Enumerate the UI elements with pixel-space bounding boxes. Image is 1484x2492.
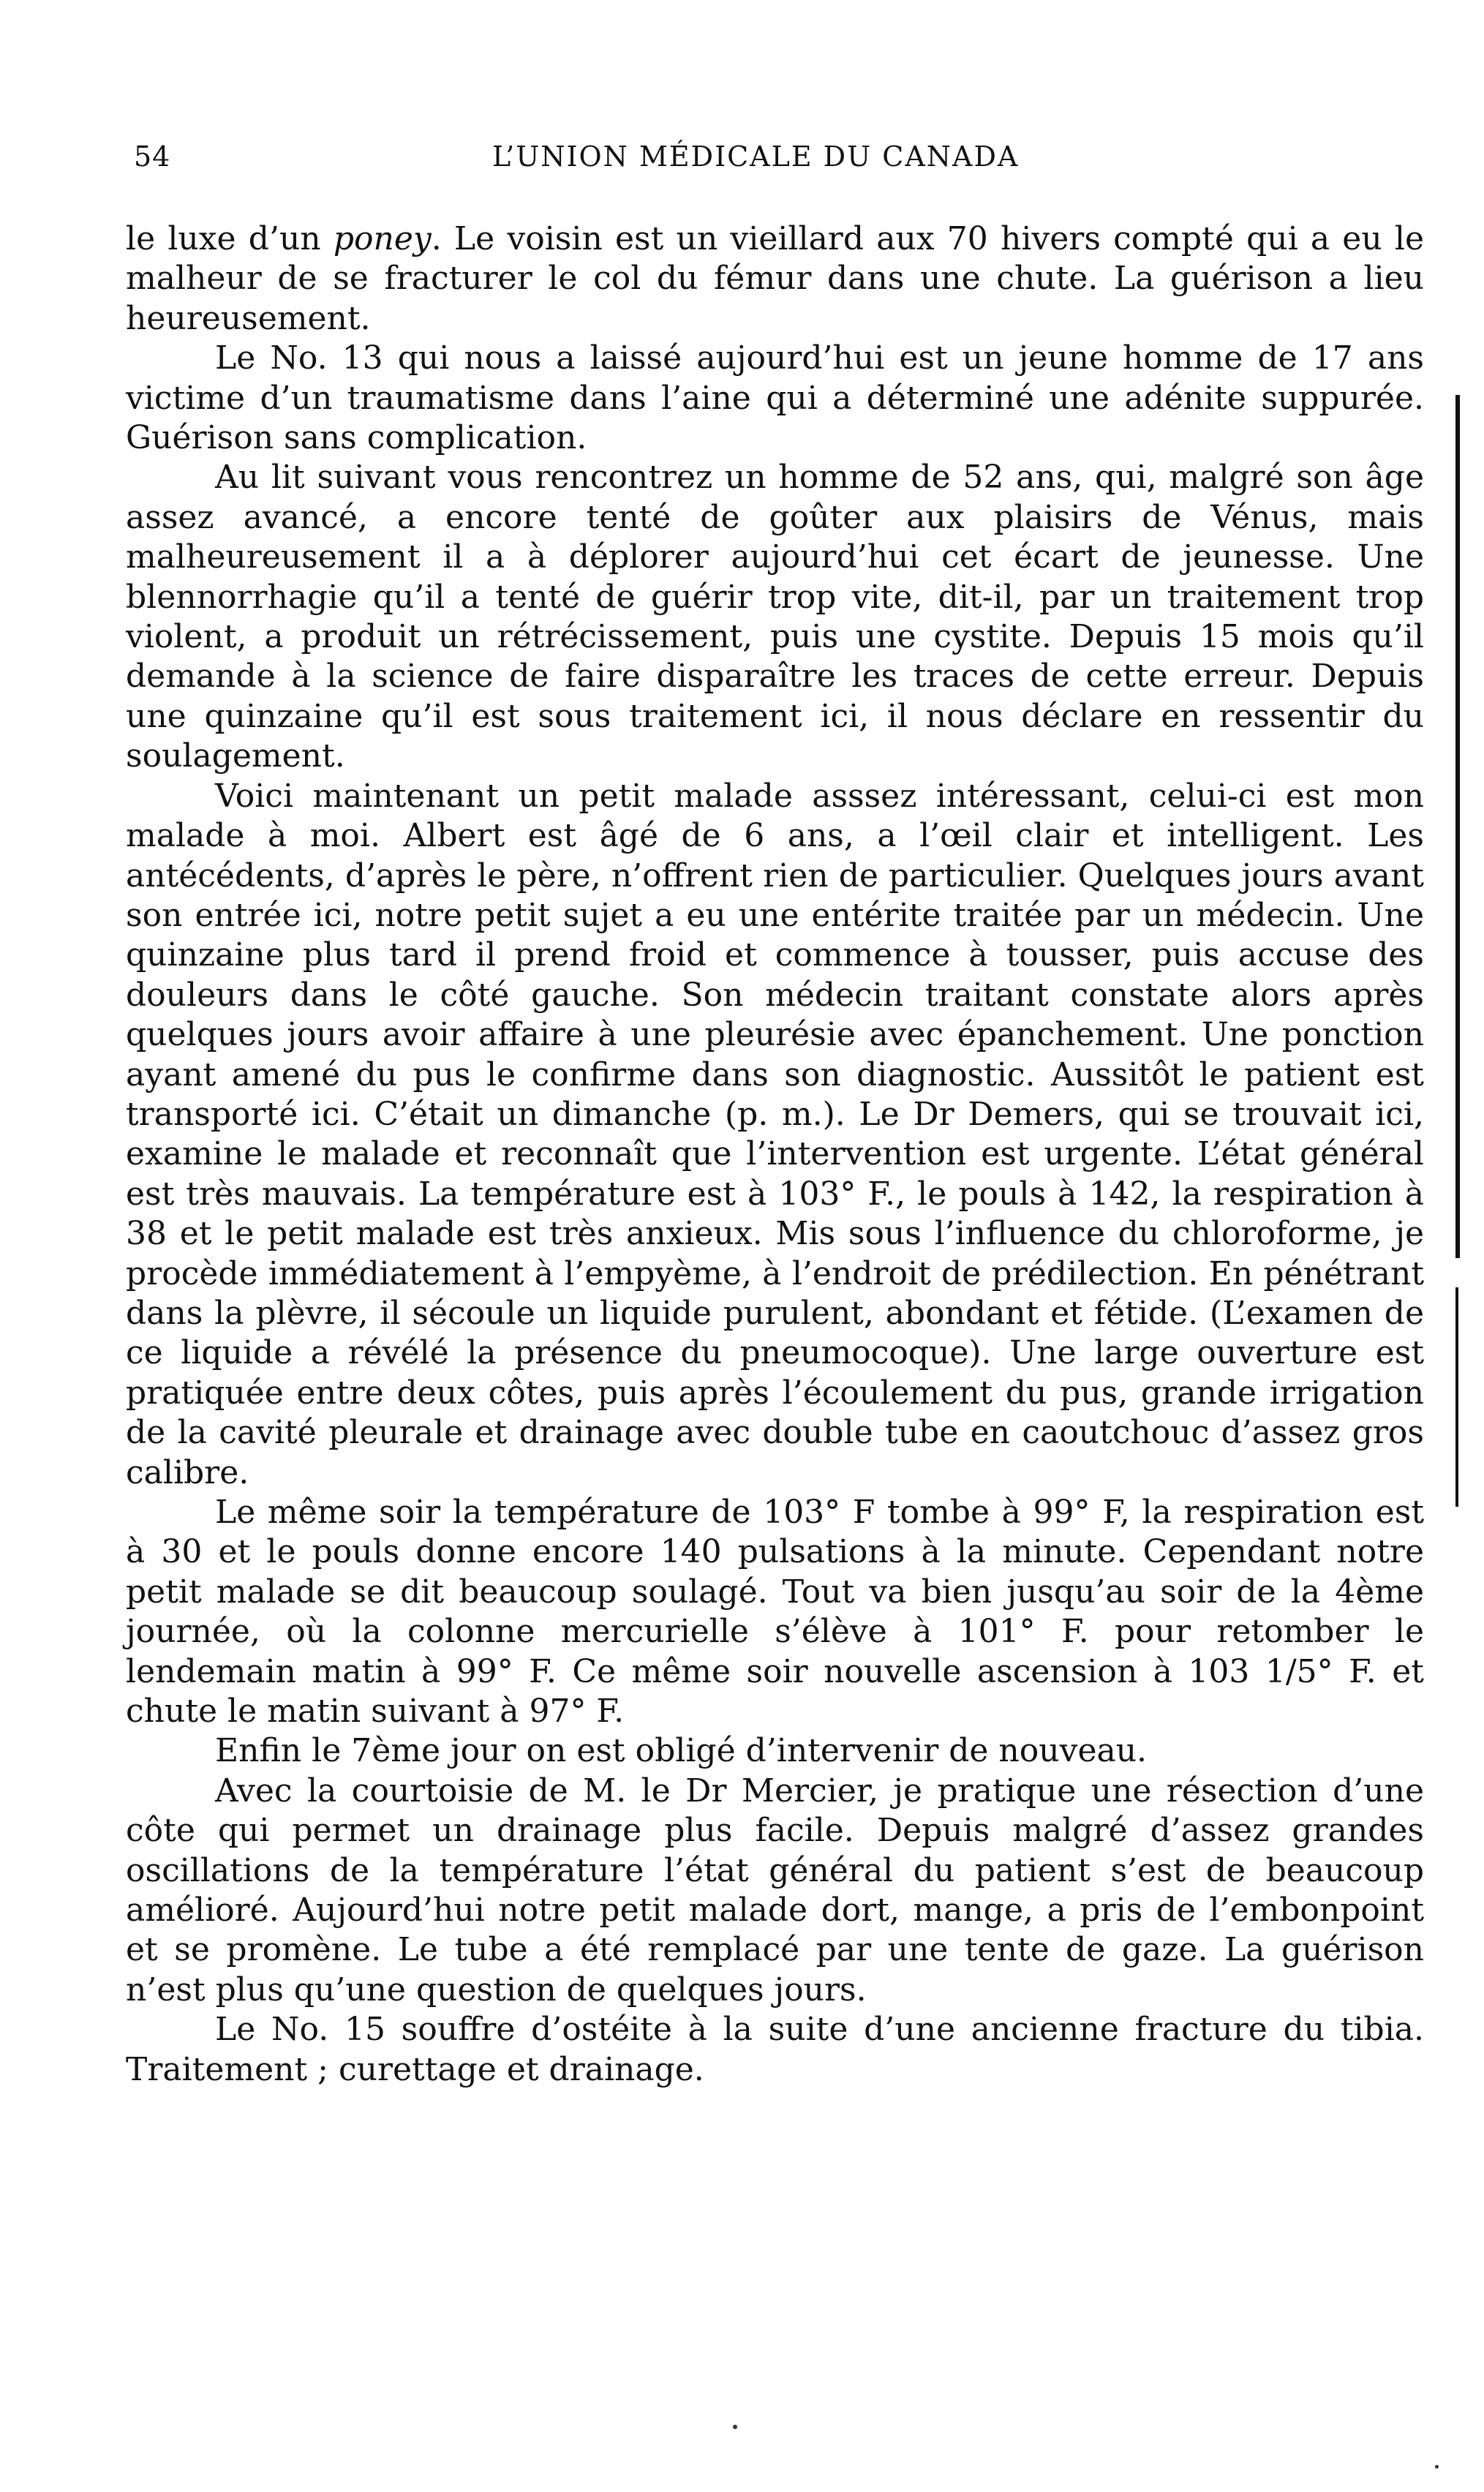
paragraph-2: Le No. 13 qui nous a laissé aujourd’hui est un jeune homme de 17 ans victime d’un traumatisme dans l’aine qui a déterminé une adénite suppurée. Guérison sans complication.	[126, 339, 1424, 457]
body-text	[126, 219, 1424, 2090]
paragraph-3: Au lit suivant vous rencontrez un homme de 52 ans, qui, malgré son âge assez avancé, a encore tenté de goûter aux plaisirs de Vénus, mais malheureusement il a à déplorer aujourd’hui cet écart de jeunesse. Une blennorrhagie qu’il a tenté de guérir trop vite, dit-il, par un traitement trop violent, a produit un rétrécissement, puis une cystite. Depuis 15 mois qu’il demande à la science de faire disparaître les traces de cette erreur. Depuis une quinzaine qu’il est sous traitement ici, il nous déclare en ressentir du soulagement.	[126, 459, 1424, 775]
paragraph-4: Voici maintenant un petit malade asssez intéressant, celui-ci est mon malade à moi. Albert est âgé de 6 ans, a l’œil clair et intelligent. Les antécédents, d’après le père, n’offrent rien de particulier. Quelques jours avant son entrée ici, notre petit sujet a eu une entérite traitée par un médecin. Une quinzaine plus tard il prend froid et commence à tousser, puis accuse des douleurs dans le côté gauche. Son médecin traitant constate alors après quelques jours avoir affaire à une pleurésie avec épanchement. Une ponction ayant amené du pus le confirme dans son diagnostic. Aussitôt le patient est transporté ici. C’était un dimanche (p. m.). Le Dr Demers, qui se trouvait ici, examine le malade et reconnaît que l’intervention est urgente. L’état général est très mauvais. La température est à 103° F., le pouls à 142, la respiration à 38 et le petit malade est très anxieux. Mis sous l’influence du chloroforme, je procède immédiatement à l’empyème, à l’endroit de prédilection. En pénétrant dans la plèvre, il sécoule un liquide purulent, abondant et fétide. (L’examen de ce liquide a révélé la présence du pneumocoque). Une large ouverture est pratiquée entre deux côtes, puis après l’écoulement du pus, grande irrigation de la cavité pleurale et drainage avec double tube en caoutchouc d’assez gros calibre.	[126, 777, 1424, 1491]
page-number: 54	[134, 140, 171, 173]
italic-word: poney	[333, 220, 432, 257]
scan-speck-corner	[1435, 2465, 1439, 2469]
paragraph-8: Le No. 15 souffre d’ostéite à la suite d’une ancienne fracture du tibia. Traitement ; curettage et drainage.	[126, 2011, 1424, 2088]
paragraph-6: Enfin le 7ème jour on est obligé d’intervenir de nouveau.	[215, 1732, 1148, 1770]
paragraph-7: Avec la courtoisie de M. le Dr Mercier, je pratique une résection d’une côte qui permet un drainage plus facile. Depuis malgré d’assez grandes oscillations de la température l’état général du patient s’est de beaucoup amélioré. Aujourd’hui notre petit malade dort, mange, a pris de l’embonpoint et se promène. Le tube a été remplacé par une tente de gaze. La guérison n’est plus qu’une question de quelques jours.	[126, 1772, 1424, 2009]
scan-speck	[733, 2425, 737, 2429]
scan-edge-rule	[1455, 395, 1460, 1258]
paragraph-1: le luxe d’un poney. Le voisin est un vieillard aux 70 hivers compté qui a eu le malheur de se fracturer le col du fémur dans une chute. La guérison a lieu heureusement.	[126, 220, 1424, 337]
scan-edge-rule-lower	[1455, 1287, 1458, 1507]
running-head	[134, 140, 1085, 184]
running-title: L’UNION MÉDICALE DU CANADA	[492, 140, 1020, 173]
paragraph-5: Le même soir la température de 103° F tombe à 99° F, la respiration est à 30 et le pouls donne encore 140 pulsations à la minute. Cependant notre petit malade se dit beaucoup soulagé. Tout va bien jusqu’au soir de la 4ème journée, où la colonne mercurielle s’élève à 101° F. pour retomber le lendemain matin à 99° F. Ce même soir nouvelle ascension à 103 1/5° F. et chute le matin suivant à 97° F.	[126, 1494, 1424, 1731]
